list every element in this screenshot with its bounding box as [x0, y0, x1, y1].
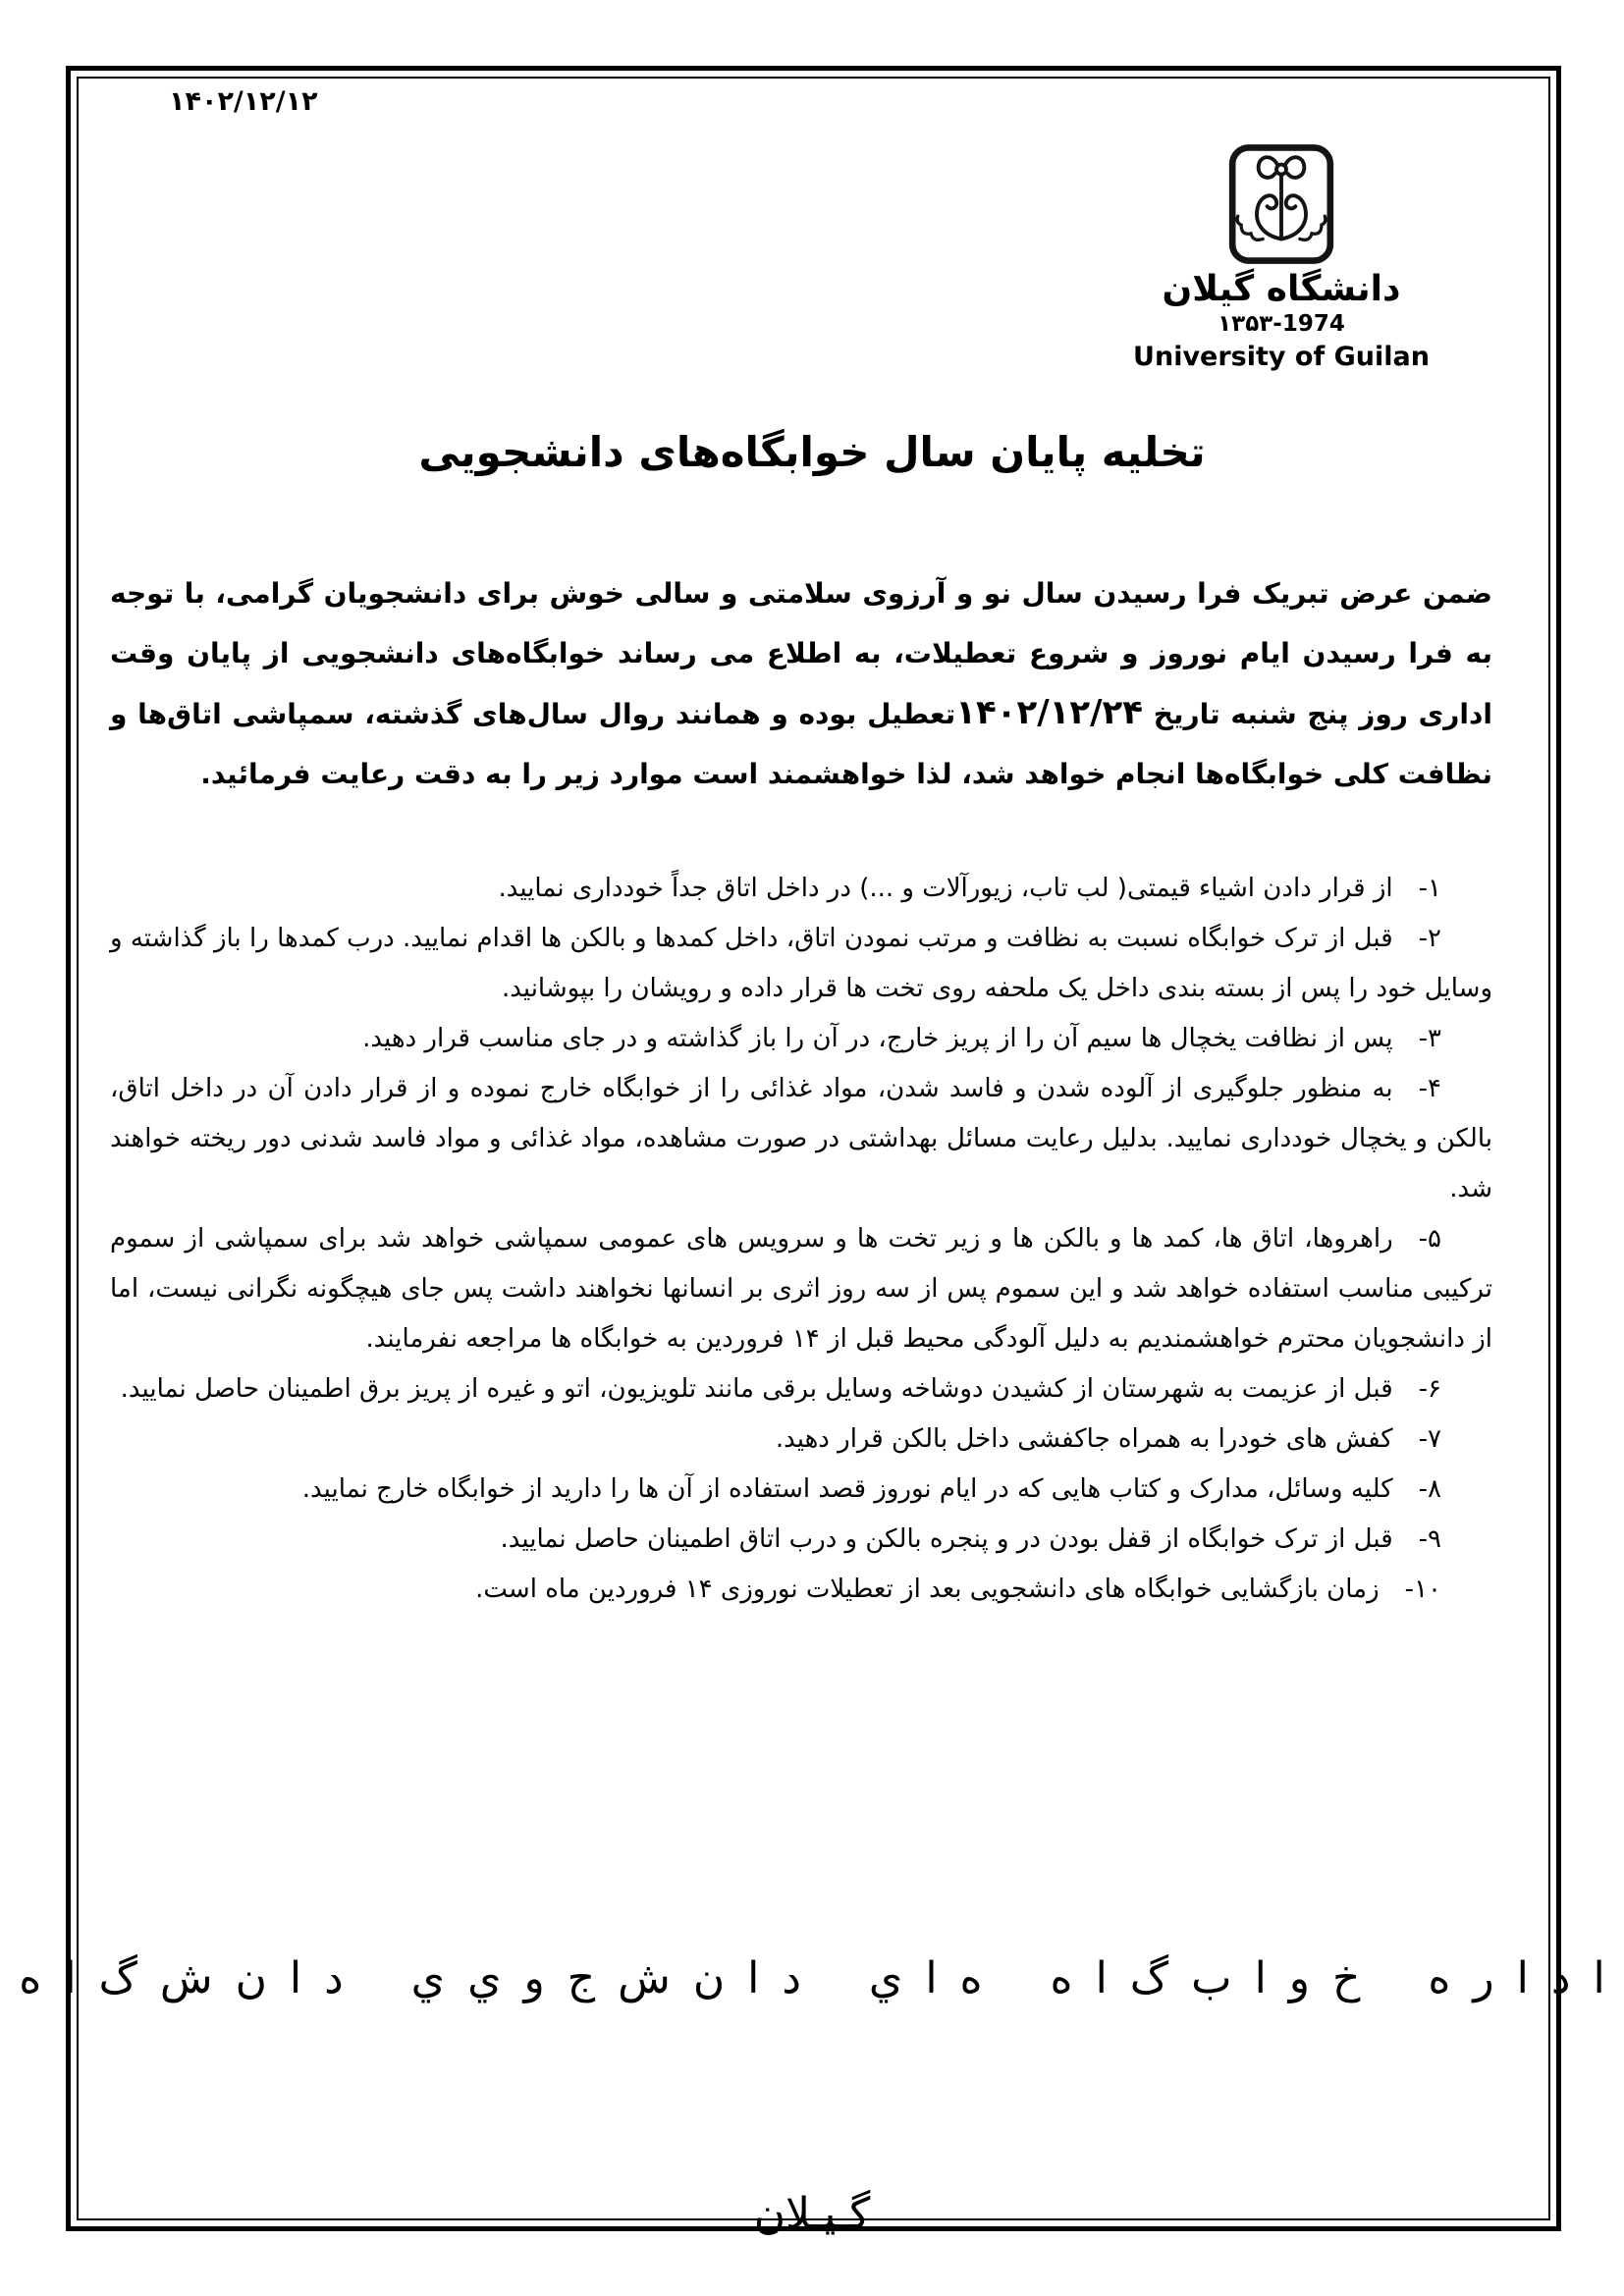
intro-paragraph [110, 563, 1492, 804]
university-name-farsi: دانشگاه گیلان [1162, 269, 1401, 309]
closure-date: ۱۴۰۲/۱۲/۲۴ [955, 693, 1144, 732]
list-item-text: به منظور جلوگیری از آلوده شدن و فاسد شدن، مواد غذائی را از خوابگاه خارج نموده و از قرار دادن آن در داخل اتاق، بالکن و یخچال خودداری نمایید. بدلیل رعایت مسائل بهداشتی در صورت مشاهده، مواد غذائی و مواد فاسد شدنی دور ریخته خواهند شد. [110, 1074, 1492, 1203]
list-item [110, 1214, 1492, 1364]
list-item [110, 1415, 1492, 1465]
document-date: ۱۴۰۲/۱۲/۱۲ [169, 86, 318, 117]
rules-list [110, 864, 1492, 1615]
list-item-text: راهروها، اتاق ها، کمد ها و بالکن ها و زیر تخت ها و سرویس های عمومی سمپاشی خواهد شد برای سمپاشی از سموم ترکیبی مناسب استفاده خواهد شد و این سموم پس از سه روز اثری بر انسانها نخواهند داشت پس جای هیچگونه نگرانی نیست، اما از دانشجویان محترم خواهشمندیم به دلیل آلودگی محیط قبل از ۱۴ فروردین به خوابگاه ها مراجعه نفرمایند. [110, 1224, 1492, 1354]
intro-text-part2: تعطیل بوده و همانند روال سال‌های گذشته، سمپاشی اتاق‌ها و نظافت کلی خوابگاه‌ها انجام خواهد شد، لذا خواهشمند است موارد زیر را به دقت رعایت فرمائید. [110, 698, 1492, 790]
list-item-number: ۳- [1418, 1024, 1441, 1053]
list-item [110, 1064, 1492, 1214]
signature-block [0, 1783, 1624, 2296]
university-logo [1119, 143, 1443, 372]
list-item-number: ۷- [1418, 1424, 1441, 1454]
list-item-text: قبل از ترک خوابگاه از قفل بودن در و پنجره بالکن و درب اتاق اطمینان حاصل نمایید. [500, 1524, 1393, 1554]
intro-text-part1: ضمن عرض تبریک فرا رسیدن سال نو و آرزوی سلامتی و سالی خوش برای دانشجویان گرامی، با توجه به فرا رسیدن ایام نوروز و شروع تعطیلات، به اطلاع می رساند خوابگاه‌های دانشجویی از پایان وقت اداری روز پنج شنبه تاریخ [110, 577, 1492, 730]
list-item-text: پس از نظافت یخچال ها سیم آن را از پریز خارج، در آن را باز گذاشته و در جای مناسب قرار دهید. [362, 1024, 1393, 1053]
list-item-text: قبل از ترک خوابگاه نسبت به نظافت و مرتب نمودن اتاق، داخل کمدها و بالکن ها اقدام نمایید. درب کمدها را باز گذاشته و وسایل خود را پس از بسته بندی داخل یک ملحفه روی تخت ها قرار داده و رویشان را بپوشانید. [110, 924, 1492, 1003]
list-item-number: ۵- [1418, 1224, 1441, 1254]
university-founding-years: ۱۳۵۳-1974 [1218, 311, 1345, 338]
list-item-text: زمان بازگشایی خوابگاه های دانشجویی بعد از تعطیلات نوروزی ۱۴ فروردین ماه است. [475, 1575, 1380, 1604]
list-item [110, 1465, 1492, 1515]
page-title: تخلیه پایان سال خوابگاه‌های دانشجویی [418, 428, 1206, 476]
list-item [110, 1364, 1492, 1415]
list-item-text: کلیه وسائل، مدارک و کتاب هایی که در ایام نوروز قصد استفاده از آن ها را دارید از خوابگاه خارج نمایید. [301, 1474, 1393, 1504]
list-item-number: ۸- [1418, 1474, 1441, 1504]
list-item [110, 1014, 1492, 1064]
list-item-number: ۱۰- [1404, 1575, 1441, 1604]
list-item [110, 864, 1492, 914]
university-emblem-icon [1226, 143, 1336, 265]
list-item-text: از قرار دادن اشیاء قیمتی( لب تاب، زیورآلات و ...) در داخل اتاق جداً خودداری نمایید. [498, 874, 1393, 903]
list-item-text: کفش های خودرا به همراه جاکفشی داخل بالکن قرار دهید. [775, 1424, 1393, 1454]
list-item-number: ۴- [1418, 1074, 1441, 1103]
list-item-text: قبل از عزیمت به شهرستان از کشیدن دوشاخه وسایل برقی مانند تلویزیون، اتو و غیره از پریز برق اطمینان حاصل نمایید. [120, 1374, 1393, 1404]
list-item-number: ۱- [1418, 874, 1441, 903]
signature-line1: ا د ا ر ه خ و ا ب گ ا ه ه ا ي د ا ن ش ج و ي ي د ا ن ش گ ا ه [19, 1953, 1605, 2003]
list-item-number: ۲- [1418, 924, 1441, 953]
list-item [110, 1565, 1492, 1615]
list-item [110, 914, 1492, 1014]
list-item [110, 1515, 1492, 1565]
university-name-english: University of Guilan [1133, 341, 1430, 372]
list-item-number: ۹- [1418, 1524, 1441, 1554]
signature-line2: گـيـلان [753, 2189, 871, 2239]
list-item-number: ۶- [1418, 1374, 1441, 1404]
